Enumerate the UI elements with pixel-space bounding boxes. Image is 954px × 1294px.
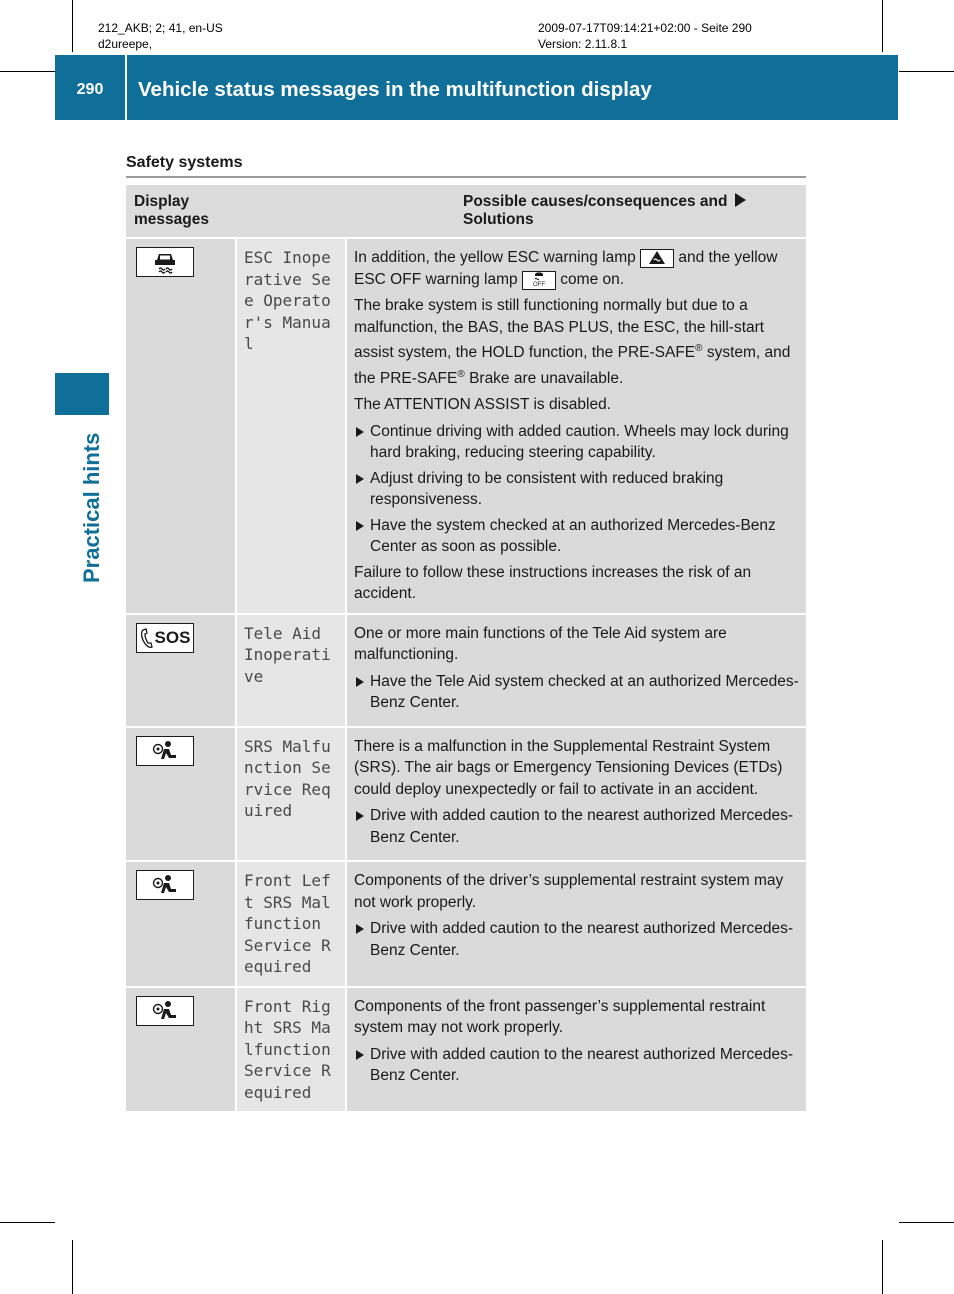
header-causes-solutions [236, 185, 806, 238]
display-message-text: SRS Malfunction Service Required [244, 736, 331, 821]
text: system, and the PRE-SAFE [354, 344, 791, 387]
display-message [236, 861, 346, 987]
solution-cell [346, 861, 806, 987]
paragraph: Components of the front passenger’s supplemental restraint system may not work properly. [354, 997, 766, 1037]
print-meta-right [538, 20, 752, 52]
esc-icon [136, 247, 194, 277]
header-causes-label: Possible causes/consequences and [463, 193, 728, 210]
display-message-text: ESC Inoperative See Operator's Manual [244, 248, 331, 353]
display-message [236, 238, 346, 614]
action-bullet: Drive with added caution to the nearest authorized Mercedes-Benz Center. [354, 918, 800, 961]
esc-warning-lamp-icon [640, 249, 674, 268]
side-tab-label: Practical hints [79, 432, 104, 583]
paragraph: Failure to follow these instructions increases the risk of an accident. [354, 563, 752, 603]
action-bullet: Drive with added caution to the nearest authorized Mercedes-Benz Center. [354, 1044, 800, 1087]
display-message [236, 987, 346, 1112]
esc-off-lamp-icon [522, 271, 556, 290]
action-bullet: Have the system checked at an authorized Mercedes-Benz Center as soon as possible. [354, 515, 800, 558]
sos-phone-icon [136, 623, 194, 653]
page-number: 290 [76, 80, 104, 98]
action-bullet: Continue driving with added caution. Wheels may lock during hard braking, reducing steering capability. [354, 421, 800, 464]
display-message-text: Front Left SRS Malfunction Service Required [244, 871, 331, 977]
registered-mark: ® [695, 343, 703, 354]
registered-mark: ® [457, 368, 465, 380]
solution-cell [346, 614, 806, 727]
solution-cell [346, 987, 806, 1112]
display-message-text: Tele Aid Inoperative [244, 623, 331, 686]
paragraph: One or more main functions of the Tele Aid system are malfunctioning. [354, 624, 727, 664]
page-title: Vehicle status messages in the multifunction display [138, 77, 652, 101]
sos-label: SOS [154, 627, 191, 647]
messages-table [126, 185, 806, 1111]
icon-cell [126, 614, 236, 727]
svg-text:OFF: OFF [532, 281, 545, 287]
meta-line: 2009-07-17T09:14:21+02:00 - Seite 290 [538, 21, 752, 35]
airbag-icon [136, 736, 194, 766]
crop-mark [882, 1240, 883, 1294]
section-title: Safety systems [126, 154, 243, 171]
header-divider [125, 55, 127, 120]
table-row [126, 861, 806, 987]
action-bullet: Adjust driving to be consistent with reduced braking responsiveness. [354, 468, 800, 511]
paragraph: There is a malfunction in the Supplemental Restraint System (SRS). The air bags or Emergency Tensioning Devices (ETDs) could deploy unexpectedly or fail to activate in an accident. [354, 737, 783, 798]
meta-line: Version: 2.11.8.1 [538, 37, 628, 51]
table-header-row [126, 185, 806, 238]
action-bullet: Have the Tele Aid system checked at an authorized Mercedes-Benz Center. [354, 671, 800, 714]
table-row [126, 987, 806, 1112]
display-message [236, 614, 346, 727]
action-bullet: Drive with added caution to the nearest authorized Mercedes-Benz Center. [354, 805, 800, 848]
paragraph [354, 247, 800, 290]
header-solutions-label: Solutions [463, 211, 534, 228]
display-message-text: Front Right SRS Malfunction Service Required [244, 996, 331, 1102]
crop-mark [0, 1222, 55, 1223]
crop-mark [72, 1240, 73, 1294]
crop-mark [72, 0, 73, 52]
table-row [126, 614, 806, 727]
icon-cell [126, 727, 236, 862]
text: Brake are unavailable. [469, 369, 624, 387]
solution-cell [346, 727, 806, 862]
crop-mark [0, 71, 55, 72]
table-row [126, 238, 806, 614]
paragraph: The ATTENTION ASSIST is disabled. [354, 396, 611, 414]
table-row [126, 727, 806, 862]
meta-line: d2ureepe, [98, 37, 153, 51]
meta-line: 212_AKB; 2; 41, en-US [98, 21, 223, 35]
paragraph [354, 295, 800, 389]
solution-cell [346, 238, 806, 614]
text: come on. [560, 270, 625, 288]
print-meta-left [98, 20, 223, 52]
header-display-messages: Display messages [126, 185, 236, 238]
icon-cell [126, 238, 236, 614]
icon-cell [126, 861, 236, 987]
crop-mark [899, 71, 954, 72]
paragraph: Components of the driver’s supplemental restraint system may not work properly. [354, 872, 784, 911]
arrow-icon [735, 193, 746, 207]
crop-mark [882, 0, 883, 52]
airbag-icon [136, 996, 194, 1026]
text: and the yellow ESC OFF warning lamp [354, 249, 778, 288]
display-message [236, 727, 346, 862]
section-rule [126, 176, 806, 178]
icon-cell [126, 987, 236, 1112]
text: The brake system is still functioning normally but due to a malfunction, the BAS, the BAS PLUS, the ESC, the hill-start assist system, the HOLD function, the PRE-SAFE [354, 297, 765, 362]
airbag-icon [136, 870, 194, 900]
crop-mark [899, 1222, 954, 1223]
text: In addition, the yellow ESC warning lamp [354, 249, 636, 266]
